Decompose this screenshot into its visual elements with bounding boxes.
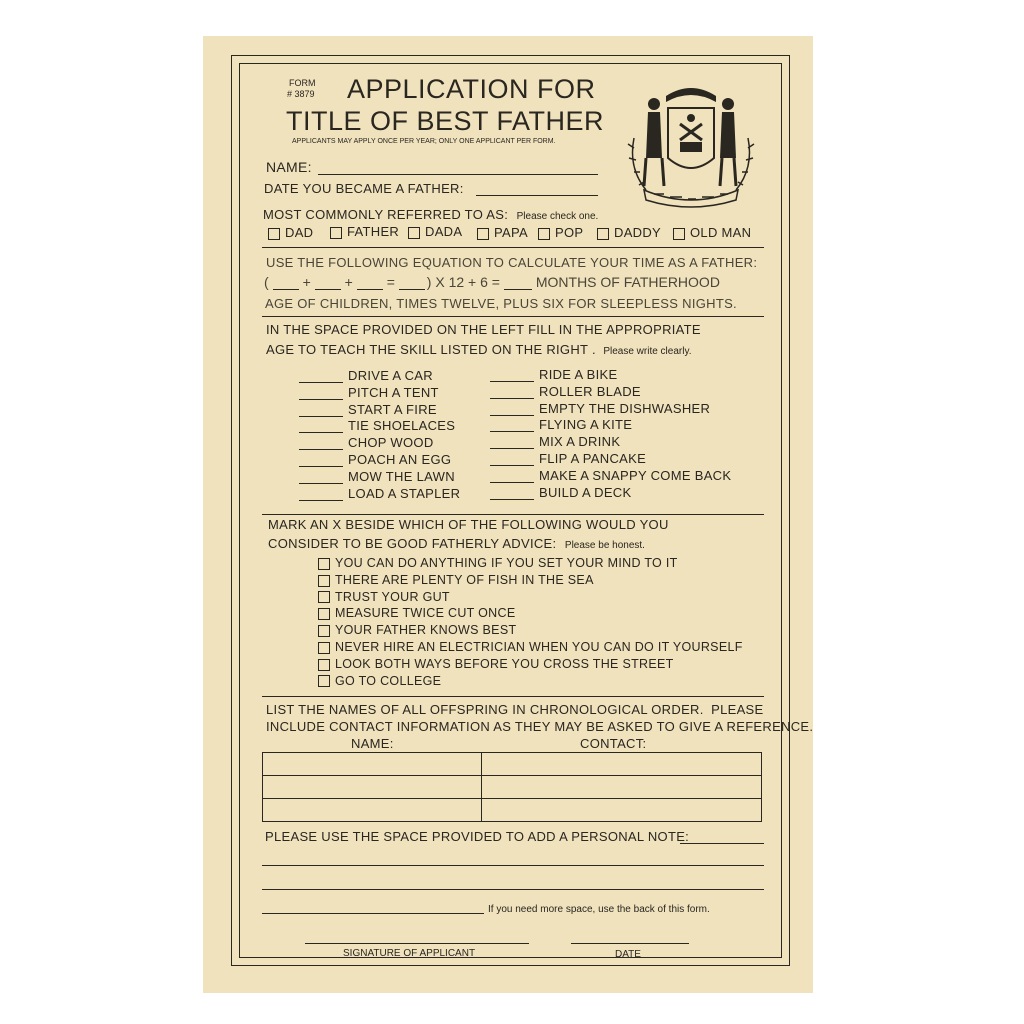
form-number: # 3879 (287, 89, 315, 99)
age-field[interactable] (490, 453, 534, 466)
skills-intro-line2: AGE TO TEACH THE SKILL LISTED ON THE RIGHT . Please write clearly. (266, 342, 692, 357)
skill-row-right (490, 485, 631, 500)
skill-label: CHOP WOOD (348, 435, 434, 450)
advice-intro-line2: CONSIDER TO BE GOOD FATHERLY ADVICE: Please be honest. (268, 536, 645, 551)
skill-row-left (299, 469, 455, 484)
advice-item[interactable] (318, 606, 515, 620)
checkbox[interactable] (268, 228, 280, 240)
skill-label: FLIP A PANCAKE (539, 451, 647, 466)
referred-option-3[interactable]: PAPA (477, 225, 528, 240)
referred-option-4[interactable]: POP (538, 225, 583, 240)
skill-row-left (299, 452, 451, 467)
advice-label: YOUR FATHER KNOWS BEST (335, 623, 517, 638)
skill-label: PITCH A TENT (348, 385, 439, 400)
table-row (263, 799, 762, 822)
equation-intro: USE THE FOLLOWING EQUATION TO CALCULATE YOUR TIME AS A FATHER: (266, 255, 758, 270)
section-divider (262, 696, 764, 697)
age-field[interactable] (490, 386, 534, 399)
advice-item[interactable] (318, 573, 594, 587)
skill-label: RIDE A BIKE (539, 367, 618, 382)
sum-blank[interactable] (399, 277, 425, 290)
offspring-intro-line1: LIST THE NAMES OF ALL OFFSPRING IN CHRONOLOGICAL ORDER. PLEASE (266, 702, 764, 717)
age-field[interactable] (299, 420, 343, 433)
skill-label: FLYING A KITE (539, 417, 633, 432)
checkbox[interactable] (408, 227, 420, 239)
name-field[interactable] (318, 174, 598, 175)
age-field[interactable] (299, 370, 343, 383)
age-field[interactable] (299, 437, 343, 450)
referred-label: MOST COMMONLY REFERRED TO AS: (263, 207, 509, 222)
advice-label: MEASURE TWICE CUT ONCE (335, 606, 516, 621)
offspring-name-cell[interactable] (263, 753, 482, 776)
signature-line[interactable] (305, 943, 529, 944)
skill-label: TIE SHOELACES (348, 418, 456, 433)
date-label: DATE (615, 949, 641, 960)
skill-row-left (299, 385, 439, 400)
referred-note: Please check one. (516, 211, 599, 222)
age-blank[interactable] (357, 277, 383, 290)
skill-row-right (490, 417, 632, 432)
offspring-contact-cell[interactable] (482, 776, 762, 799)
checkbox[interactable] (330, 227, 342, 239)
form-title-line1: APPLICATION FOR (347, 74, 596, 104)
checkbox[interactable] (318, 675, 330, 687)
advice-item[interactable] (318, 623, 516, 637)
offspring-contact-cell[interactable] (482, 753, 762, 776)
skill-row-right (490, 401, 710, 416)
referred-heading (263, 206, 598, 224)
form-subtitle: APPLICANTS MAY APPLY ONCE PER YEAR; ONLY ONE APPLICANT PER FORM. (292, 138, 556, 145)
checkbox[interactable] (673, 228, 685, 240)
skill-label: ROLLER BLADE (539, 384, 641, 399)
age-blank[interactable] (315, 277, 341, 290)
skill-row-left (299, 368, 433, 383)
checkbox[interactable] (318, 625, 330, 637)
checkbox[interactable] (477, 228, 489, 240)
skill-label: MOW THE LAWN (348, 469, 455, 484)
skill-label: BUILD A DECK (539, 485, 632, 500)
section-divider (262, 316, 764, 317)
age-field[interactable] (490, 403, 534, 416)
advice-label: YOU CAN DO ANYTHING IF YOU SET YOUR MIND TO IT (335, 556, 678, 570)
skill-label: POACH AN EGG (348, 452, 452, 467)
offspring-intro-line2: INCLUDE CONTACT INFORMATION AS THEY MAY BE ASKED TO GIVE A REFERENCE. (266, 719, 814, 734)
skill-row-left (299, 418, 455, 433)
age-field[interactable] (299, 488, 343, 501)
checkbox[interactable] (318, 591, 330, 603)
advice-label: TRUST YOUR GUT (335, 589, 450, 604)
skill-row-left (299, 402, 437, 417)
referred-option-1[interactable]: FATHER (330, 224, 399, 239)
skill-row-left (299, 435, 434, 450)
table-row (263, 776, 762, 799)
skill-row-right (490, 434, 620, 449)
skill-label: START A FIRE (348, 402, 437, 417)
referred-option-2[interactable]: DADA (408, 224, 462, 239)
note-line[interactable] (262, 889, 764, 890)
skill-label: MIX A DRINK (539, 434, 621, 449)
checkbox[interactable] (318, 608, 330, 620)
referred-option-6[interactable]: OLD MAN (673, 225, 751, 240)
state-seal-icon (624, 78, 758, 210)
checkbox[interactable] (538, 228, 550, 240)
age-field[interactable] (490, 369, 534, 382)
age-field[interactable] (490, 419, 534, 432)
offspring-table (262, 752, 762, 822)
advice-item[interactable] (318, 674, 441, 688)
age-blank[interactable] (273, 277, 299, 290)
age-field[interactable] (299, 454, 343, 467)
age-field[interactable] (490, 470, 534, 483)
skill-label: LOAD A STAPLER (348, 486, 461, 501)
checkbox[interactable] (318, 659, 330, 671)
note-more-space: If you need more space, use the back of this form. (488, 904, 710, 915)
note-line[interactable] (680, 843, 764, 844)
advice-item[interactable] (318, 657, 674, 671)
section-divider (262, 247, 764, 248)
skill-label: MAKE A SNAPPY COME BACK (539, 468, 732, 483)
advice-label: GO TO COLLEGE (335, 673, 442, 688)
equation-explain: AGE OF CHILDREN, TIMES TWELVE, PLUS SIX FOR SLEEPLESS NIGHTS. (265, 296, 737, 311)
note-line[interactable] (262, 865, 764, 866)
note-line[interactable] (262, 913, 484, 914)
skill-row-right (490, 367, 617, 382)
skills-intro-line1: IN THE SPACE PROVIDED ON THE LEFT FILL IN THE APPROPRIATE (266, 322, 701, 337)
date-father-field[interactable] (476, 195, 598, 196)
advice-item[interactable] (318, 590, 450, 604)
advice-item[interactable] (318, 640, 743, 654)
checkbox[interactable] (318, 558, 330, 570)
age-field[interactable] (299, 471, 343, 484)
age-field[interactable] (490, 436, 534, 449)
advice-item[interactable] (318, 556, 678, 570)
skill-label: EMPTY THE DISHWASHER (539, 401, 711, 416)
months-blank[interactable] (504, 277, 532, 290)
advice-label: LOOK BOTH WAYS BEFORE YOU CROSS THE STREET (335, 656, 674, 671)
section-divider (262, 514, 764, 515)
skill-row-right (490, 384, 641, 399)
offspring-name-cell[interactable] (263, 799, 482, 822)
signature-label: SIGNATURE OF APPLICANT (343, 948, 476, 959)
name-label: NAME: (266, 159, 312, 175)
checkbox[interactable] (318, 642, 330, 654)
age-field[interactable] (299, 387, 343, 400)
offspring-name-cell[interactable] (263, 776, 482, 799)
date-father-label: DATE YOU BECAME A FATHER: (264, 181, 464, 196)
form-title-line2: TITLE OF BEST FATHER (286, 106, 605, 136)
skill-label: DRIVE A CAR (348, 368, 433, 383)
age-field[interactable] (490, 487, 534, 500)
referred-option-5[interactable]: DADDY (597, 225, 661, 240)
age-field[interactable] (299, 404, 343, 417)
equation-formula: ( + + = ) X 12 + 6 = MONTHS OF FATHERHOOD (264, 274, 720, 290)
date-line[interactable] (571, 943, 689, 944)
advice-label: THERE ARE PLENTY OF FISH IN THE SEA (335, 572, 594, 587)
checkbox[interactable] (318, 575, 330, 587)
offspring-col-contact: CONTACT: (580, 736, 647, 751)
checkbox[interactable] (597, 228, 609, 240)
skill-row-right (490, 451, 646, 466)
referred-option-0[interactable]: DAD (268, 225, 313, 240)
skill-row-left (299, 486, 460, 501)
skill-row-right (490, 468, 731, 483)
form-number-label: FORM (289, 78, 316, 88)
offspring-contact-cell[interactable] (482, 799, 762, 822)
note-label: PLEASE USE THE SPACE PROVIDED TO ADD A PERSONAL NOTE: (265, 829, 690, 844)
offspring-col-name: NAME: (351, 736, 394, 751)
table-row (263, 753, 762, 776)
advice-label: NEVER HIRE AN ELECTRICIAN WHEN YOU CAN DO IT YOURSELF (335, 640, 743, 654)
advice-intro-line1: MARK AN X BESIDE WHICH OF THE FOLLOWING WOULD YOU (268, 517, 669, 532)
